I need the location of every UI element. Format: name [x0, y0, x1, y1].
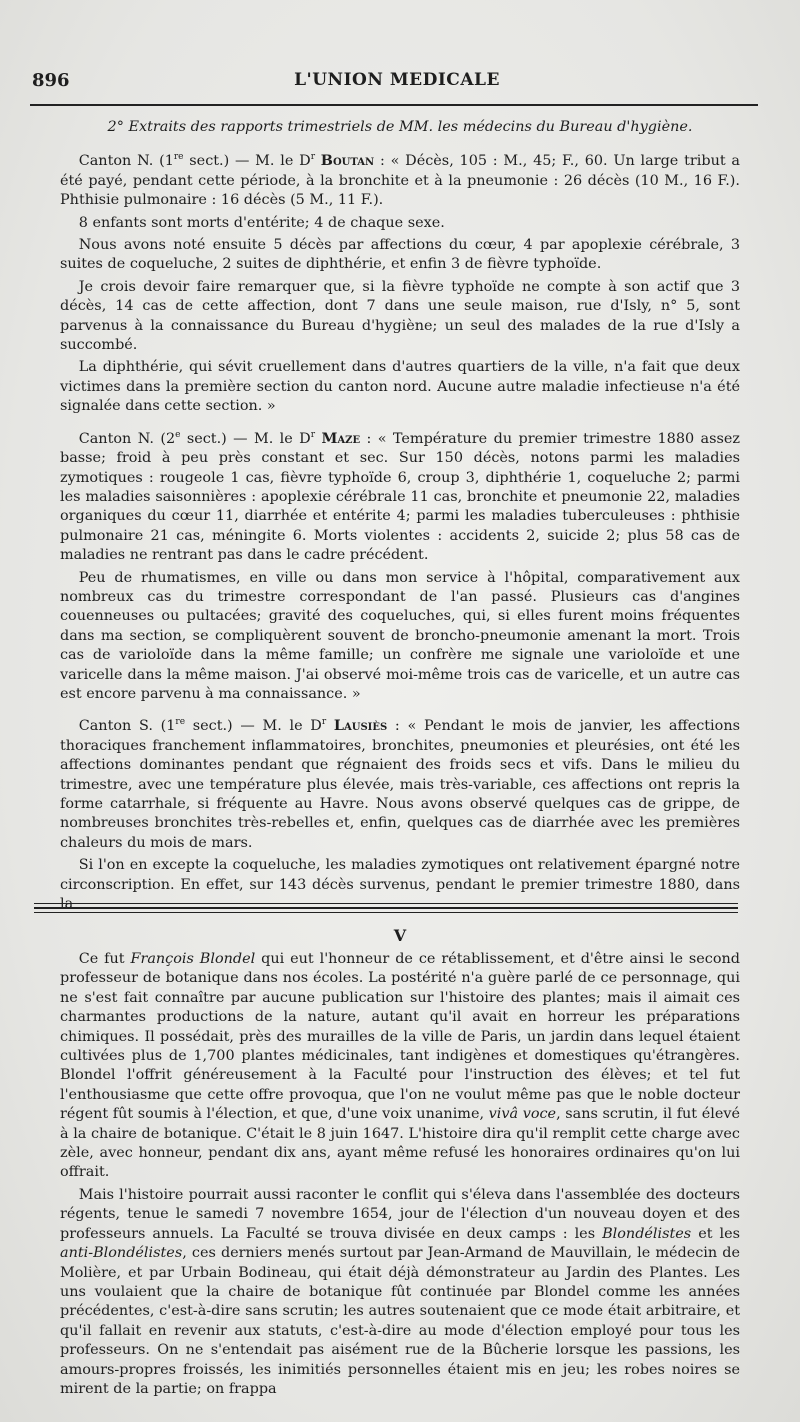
paragraph: Si l'on en excepte la coqueluche, les maladies zymotiques ont relativement épargné notre circonscription. En effet, sur 143 décès survenus, pendant le premier trimestre 1880, dans la: [60, 857, 740, 913]
paragraph: Nous avons noté ensuite 5 décès par affections du cœur, 4 par apoplexie cérébrale, 3 suites de coqueluche, 2 suites de diphthérie, et enfin 3 de fièvre typhoïde.: [60, 237, 740, 273]
report-paragraph: Canton N. (1re sect.) — M. le $D^r$ Boutan : « Décès, 105 : M., 45; F., 60. Un large tribut a été payé, pendant cette période, à la bronchite et à la pneumonie : 26 décès (10 M., 16 F.). Phthisie pulmonaire : 16 décès (5 M., 11 F.).: [60, 152, 740, 209]
paragraph: Je crois devoir faire remarquer que, si la fièvre typhoïde ne compte à son actif que 3 décès, 14 cas de cette affection, dont 7 dans une seule maison, rue d'Isly, n° 5, sont parvenus à la connaissance du Bureau d'hygiène; un seul des malades de la rue d'Isly a succombé.: [60, 278, 740, 354]
feuilleton-divider: [34, 907, 738, 909]
feuilleton-divider: [34, 912, 738, 913]
page-header: [32, 70, 762, 94]
header-rule: [30, 104, 758, 106]
paragraph: Peu de rhumatismes, en ville ou dans mon service à l'hôpital, comparativement aux nombreux cas du trimestre correspondant de l'an passé. Plusieurs cas d'angines couenneuses ou pultacées; gravité des coqueluches, qui, si elles furent moins fréquentes dans ma section, se compliquèrent souvent de broncho-pneumonie amenant la mort. Trois cas de varioloïde dans la même famille; un confrère me signale une varioloïde et une varicelle dans la même maison. J'ai observé moi-même trois cas de varicelle, et un autre cas est encore parvenu à ma connaissance. »: [60, 569, 740, 702]
section-numeral: V: [393, 926, 407, 945]
section-subtitle: 2° Extraits des rapports trimestriels de MM. les médecins du Bureau d'hygiène.: [107, 119, 693, 135]
paragraph: Mais l'histoire pourrait aussi raconter le conflit qui s'éleva dans l'assemblée des docteurs régents, tenue le samedi 7 novembre 1654, jour de l'élection d'un nouveau doyen et des professeurs annuels. La Faculté se trouva divisée en deux camps : les Blondélistes et les anti-Blondélistes, ces derniers menés surtout par Jean-Armand de Mauvillain, le médecin de Molière, et par Urbain Bodineau, qui était déjà démonstrateur au Jardin des Plantes. Les uns voulaient que la chaire de botanique fût continuée par Blondel comme les années précédentes, c'est-à-dire sans scrutin; les autres soutenaient que ce mode était arbitraire, et qu'il fallait en revenir aux statuts, c'est-à-dire au mode d'élection employé pour tous les professeurs. On ne s'entendait pas aisément rue de la Bûcherie lorsque les passions, les amours-propres froissés, les inimitiés personnelles étaient mis en jeu; les robes noires se mirent de la partie; on frappa: [60, 1186, 740, 1397]
paragraph: 8 enfants sont morts d'entérite; 4 de chaque sexe.: [78, 214, 445, 231]
feuilleton-divider: [34, 903, 738, 904]
report-paragraph: Canton N. (2e sect.) — M. le $D^r$ Maze : « Température du premier trimestre 1880 assez basse; froid à peu près constant et sec. Sur 150 décès, notons parmi les maladies zymotiques : rougeole 1 cas, fièvre typhoïde 6, croup 3, diphthérie 1, coqueluche 2; parmi les maladies saisonnières : apoplexie cérébrale 11 cas, bronchite et pneumonie 22, maladies organiques du cœur 11, diarrhée et entérite 4; parmi les maladies tuberculeuses : phthisie pulmonaire 21 cas, méningite 6. Morts violentes : accidents 2, suicide 2; plus 58 cas de maladies ne rentrant pas dans le cadre précédent.: [60, 429, 740, 564]
report-paragraph: Canton S. (1re sect.) — M. le $D^r$ Lausiès : « Pendant le mois de janvier, les affections thoraciques franchement inflammatoires, bronchites, pneumonies et pleurésies, ont été les affections dominantes pendant que régnaient des froids secs et vifs. Dans le milieu du trimestre, avec une température plus élevée, mais très-variable, ces affections ont repris la forme catarrhale, si fréquente au Havre. Nous avons observé quelques cas de grippe, de nombreuses bronchites très-rebelles et, enfin, quelques cas de diarrhée avec les premières chaleurs du mois de mars.: [60, 717, 740, 851]
person-name: François Blondel: [130, 951, 256, 967]
paragraph: Ce fut François Blondel qui eut l'honneur de ce rétablissement, et d'être ainsi le second professeur de botanique dans nos écoles. La postérité n'a guère parlé de ce personnage, qui ne s'est fait connaître par aucune publication sur l'histoire des plantes; mais il aimait ces charmantes productions de la nature, autant qu'il avait en horreur les préparations chimiques. Il possédait, près des murailles de la ville de Paris, un jardin dans lequel étaient cultivées plus de 1,700 plantes médicinales, tant indigènes et domestiques qu'étrangères. Blondel l'offrit généreusement à la Faculté pour l'instruction des élèves; et tel fut l'enthousiasme que cette offre provoqua, que l'on ne voulut même pas que le noble docteur régent fût soumis à l'élection, et que, d'une voix unanime, vivâ voce, sans scrutin, il fut élevé à la chaire de botanique. C'était le 8 juin 1647. L'histoire dira qu'il remplit cette charge avec zèle, avec honneur, pendant dix ans, ayant même refusé les honoraires ordinaires qu'on lui offrait.: [60, 951, 740, 1181]
feuilleton-text: [60, 950, 740, 1402]
page-number: 896: [32, 70, 70, 91]
physician-name: Boutan: [320, 152, 375, 170]
report-extracts: [60, 116, 740, 917]
physician-name: Maze: [321, 429, 361, 447]
paragraph: La diphthérie, qui sévit cruellement dans d'autres quartiers de la ville, n'a fait que deux victimes dans la première section du canton nord. Aucune autre maladie infectieuse n'a été signalée dans cette section. »: [60, 359, 740, 415]
physician-name: Lausiès: [333, 717, 388, 735]
running-title: L'UNION MEDICALE: [294, 70, 500, 90]
